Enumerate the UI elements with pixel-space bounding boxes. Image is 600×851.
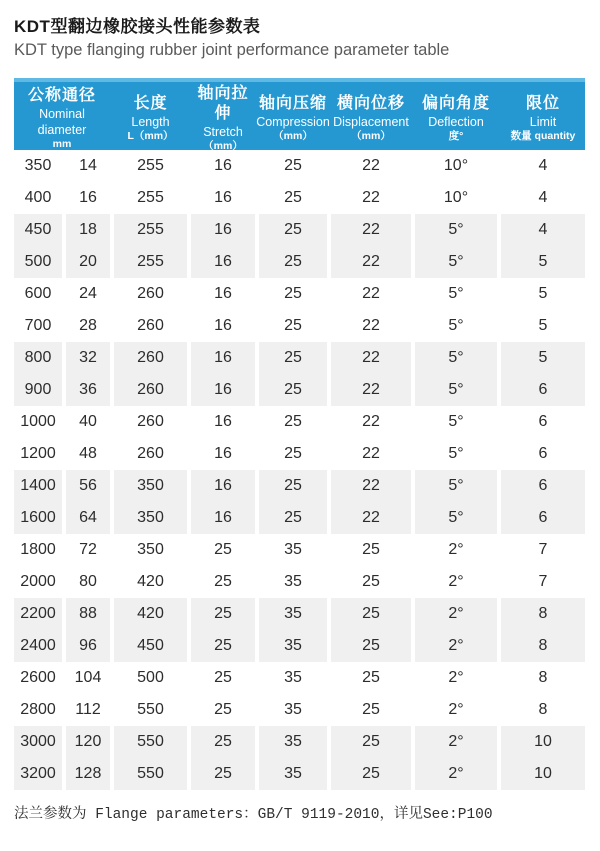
table-row — [14, 342, 585, 374]
header-en-label: Nominal diameter — [37, 107, 87, 137]
table-cell: 2° — [415, 726, 497, 758]
table-row — [14, 662, 585, 694]
table-cell: 20 — [66, 246, 110, 278]
table-cell: 16 — [214, 189, 232, 206]
table-cell: 600 — [24, 285, 52, 302]
table-cell: 24 — [79, 285, 97, 302]
table-cell: 3000 — [14, 726, 62, 758]
header-zh-label: 长度 — [133, 95, 168, 112]
table-cell: 2400 — [14, 630, 62, 662]
table-cell: 5 — [501, 246, 585, 278]
table-cell: 25 — [191, 758, 255, 790]
table-cell: 25 — [259, 246, 327, 278]
header-en-label: Compression — [256, 115, 330, 129]
table-cell: 255 — [137, 157, 164, 174]
header-unit-label: （mm） — [273, 130, 313, 142]
table-cell: 5° — [415, 342, 497, 374]
table-cell: 1400 — [14, 470, 62, 502]
header-en-label: Deflection — [428, 115, 484, 129]
header-limit — [501, 82, 585, 153]
table-cell: 25 — [214, 541, 232, 558]
table-cell: 22 — [331, 374, 411, 406]
table-cell: 2200 — [14, 598, 62, 630]
header-unit-label: L（mm） — [127, 130, 174, 142]
table-cell: 6 — [501, 470, 585, 502]
table-row — [14, 214, 585, 246]
table-cell: 36 — [66, 374, 110, 406]
table-cell: 25 — [191, 726, 255, 758]
table-cell: 48 — [79, 445, 97, 462]
table-row — [14, 310, 585, 342]
table-cell: 2600 — [20, 669, 56, 686]
table-cell: 10° — [443, 157, 469, 174]
table-cell: 16 — [191, 342, 255, 374]
table-cell: 25 — [331, 758, 411, 790]
header-zh-label: 偏向角度 — [421, 95, 490, 112]
table-cell: 16 — [79, 189, 97, 206]
table-cell: 260 — [114, 374, 187, 406]
table-cell: 8 — [501, 630, 585, 662]
header-unit-label: （mm） — [351, 130, 391, 142]
table-cell: 25 — [362, 701, 380, 718]
table-cell: 25 — [284, 157, 302, 174]
header-zh-label: 轴向压缩 — [259, 95, 328, 112]
table-cell: 2000 — [20, 573, 56, 590]
page-title-en: KDT type flanging rubber joint performance parameter table — [14, 41, 450, 59]
table-cell: 72 — [79, 541, 97, 558]
table-cell: 80 — [79, 573, 97, 590]
table-cell: 25 — [214, 701, 232, 718]
table-cell: 2800 — [20, 701, 56, 718]
header-en-label: Length — [131, 115, 170, 129]
table-cell: 400 — [24, 189, 52, 206]
header-unit-label: mm — [52, 138, 72, 150]
table-row — [14, 374, 585, 406]
header-displacement — [331, 82, 411, 153]
table-row — [14, 630, 585, 662]
table-row — [14, 182, 585, 214]
header-en-label: Limit — [529, 115, 557, 129]
table-row — [14, 534, 585, 566]
table-cell: 260 — [114, 342, 187, 374]
table-cell: 5° — [448, 445, 464, 462]
header-stretch — [191, 82, 255, 153]
table-cell: 255 — [114, 246, 187, 278]
flange-parameters-note: 法兰参数为 Flange parameters：GB/T 9119-2010，详见See:P100 — [14, 807, 493, 823]
table-cell: 5° — [415, 470, 497, 502]
table-cell: 25 — [284, 413, 302, 430]
parameter-table — [14, 78, 585, 790]
table-cell: 420 — [137, 573, 164, 590]
table-cell: 16 — [214, 157, 232, 174]
table-cell: 10 — [501, 726, 585, 758]
table-cell: 35 — [284, 669, 302, 686]
table-cell: 35 — [284, 541, 302, 558]
table-cell: 25 — [259, 342, 327, 374]
table-cell: 5° — [415, 374, 497, 406]
table-cell: 16 — [214, 285, 232, 302]
table-cell: 14 — [79, 157, 97, 174]
table-cell: 104 — [74, 669, 102, 686]
table-cell: 25 — [331, 598, 411, 630]
header-zh-label: 横向位移 — [336, 95, 405, 112]
table-cell: 4 — [501, 214, 585, 246]
table-row — [14, 502, 585, 534]
table-cell: 22 — [331, 342, 411, 374]
table-cell: 10° — [443, 189, 469, 206]
table-cell: 350 — [137, 541, 164, 558]
table-cell: 6 — [501, 374, 585, 406]
table-cell: 350 — [114, 502, 187, 534]
table-cell: 1000 — [20, 413, 56, 430]
table-cell: 22 — [362, 285, 380, 302]
header-unit-label: （mm） — [203, 140, 243, 152]
table-cell: 4 — [538, 189, 548, 206]
table-cell: 16 — [191, 246, 255, 278]
header-zh-label: 限位 — [525, 95, 560, 112]
table-cell: 5° — [448, 317, 464, 334]
table-cell: 16 — [214, 445, 232, 462]
table-cell: 35 — [259, 630, 327, 662]
table-cell: 25 — [214, 669, 232, 686]
table-cell: 35 — [284, 701, 302, 718]
header-zh-label: 轴向拉伸 — [197, 85, 249, 122]
header-nominal-diameter — [14, 82, 110, 153]
table-cell: 260 — [137, 317, 164, 334]
table-cell: 6 — [538, 413, 548, 430]
table-cell: 260 — [137, 413, 164, 430]
table-cell: 25 — [284, 285, 302, 302]
table-cell: 10 — [501, 758, 585, 790]
table-cell: 1200 — [20, 445, 56, 462]
table-cell: 2° — [415, 758, 497, 790]
table-row — [14, 278, 585, 310]
table-row — [14, 438, 585, 470]
header-zh-label: 公称通径 — [27, 87, 96, 104]
table-cell: 16 — [214, 317, 232, 334]
page-title-zh: KDT型翻边橡胶接头性能参数表 — [14, 17, 261, 36]
table-cell: 8 — [501, 598, 585, 630]
table-cell: 35 — [284, 573, 302, 590]
table-cell: 8 — [538, 701, 548, 718]
table-cell: 16 — [214, 413, 232, 430]
table-cell: 2° — [448, 573, 464, 590]
table-cell: 7 — [538, 541, 548, 558]
table-row — [14, 758, 585, 790]
table-cell: 8 — [538, 669, 548, 686]
table-cell: 255 — [137, 189, 164, 206]
table-row — [14, 598, 585, 630]
header-compression — [256, 82, 330, 153]
table-cell: 2° — [415, 630, 497, 662]
table-cell: 25 — [214, 573, 232, 590]
table-cell: 25 — [284, 189, 302, 206]
table-cell: 7 — [538, 573, 548, 590]
table-cell: 22 — [362, 317, 380, 334]
table-cell: 25 — [362, 669, 380, 686]
header-length — [114, 82, 187, 153]
table-cell: 6 — [538, 445, 548, 462]
table-row — [14, 566, 585, 598]
table-cell: 16 — [191, 502, 255, 534]
table-cell: 550 — [137, 701, 164, 718]
table-header-row — [14, 78, 585, 150]
table-cell: 28 — [79, 317, 97, 334]
table-cell: 5° — [415, 502, 497, 534]
table-cell: 88 — [66, 598, 110, 630]
table-cell: 22 — [331, 214, 411, 246]
table-cell: 16 — [191, 470, 255, 502]
table-cell: 550 — [114, 726, 187, 758]
table-cell: 700 — [24, 317, 52, 334]
table-cell: 35 — [259, 598, 327, 630]
table-cell: 2° — [448, 541, 464, 558]
header-unit-label: 数量 quantity — [510, 130, 576, 142]
table-cell: 5° — [415, 214, 497, 246]
table-cell: 25 — [191, 598, 255, 630]
table-cell: 5 — [538, 285, 548, 302]
table-cell: 18 — [66, 214, 110, 246]
table-cell: 6 — [501, 502, 585, 534]
table-cell: 25 — [284, 445, 302, 462]
table-cell: 22 — [362, 445, 380, 462]
table-cell: 2° — [448, 701, 464, 718]
table-cell: 35 — [259, 758, 327, 790]
table-cell: 450 — [114, 630, 187, 662]
title-block — [0, 0, 600, 61]
table-cell: 16 — [191, 214, 255, 246]
table-row — [14, 694, 585, 726]
table-row — [14, 406, 585, 438]
table-cell: 25 — [362, 541, 380, 558]
table-cell: 1800 — [20, 541, 56, 558]
header-deflection — [415, 82, 497, 153]
table-cell: 5° — [448, 285, 464, 302]
table-cell: 25 — [331, 726, 411, 758]
table-row — [14, 246, 585, 278]
table-cell: 64 — [66, 502, 110, 534]
table-cell: 22 — [362, 189, 380, 206]
table-cell: 35 — [259, 726, 327, 758]
table-cell: 2° — [448, 669, 464, 686]
table-cell: 4 — [538, 157, 548, 174]
table-cell: 25 — [259, 502, 327, 534]
header-unit-label: 度° — [448, 130, 464, 142]
table-row — [14, 150, 585, 182]
table-cell: 25 — [284, 317, 302, 334]
table-cell: 260 — [137, 285, 164, 302]
table-cell: 25 — [331, 630, 411, 662]
table-cell: 350 — [24, 157, 52, 174]
table-cell: 56 — [66, 470, 110, 502]
table-cell: 500 — [137, 669, 164, 686]
table-cell: 500 — [14, 246, 62, 278]
table-cell: 260 — [137, 445, 164, 462]
table-cell: 25 — [259, 374, 327, 406]
table-cell: 5 — [501, 342, 585, 374]
table-cell: 25 — [362, 573, 380, 590]
table-cell: 800 — [14, 342, 62, 374]
table-cell: 16 — [191, 374, 255, 406]
table-cell: 112 — [75, 701, 101, 718]
table-cell: 128 — [66, 758, 110, 790]
header-en-label: Displacement — [333, 115, 409, 129]
table-cell: 550 — [114, 758, 187, 790]
table-cell: 1600 — [14, 502, 62, 534]
table-cell: 22 — [362, 157, 380, 174]
table-cell: 32 — [66, 342, 110, 374]
table-cell: 450 — [14, 214, 62, 246]
table-cell: 22 — [362, 413, 380, 430]
header-en-label: Stretch — [203, 125, 243, 139]
table-cell: 3200 — [14, 758, 62, 790]
table-cell: 120 — [66, 726, 110, 758]
table-cell: 255 — [114, 214, 187, 246]
table-cell: 40 — [79, 413, 97, 430]
table-cell: 22 — [331, 470, 411, 502]
table-cell: 25 — [191, 630, 255, 662]
table-cell: 2° — [415, 598, 497, 630]
table-cell: 25 — [259, 214, 327, 246]
table-cell: 22 — [331, 246, 411, 278]
table-body — [14, 150, 585, 790]
table-cell: 5° — [415, 246, 497, 278]
table-cell: 25 — [259, 470, 327, 502]
table-row — [14, 726, 585, 758]
table-cell: 900 — [14, 374, 62, 406]
table-cell: 350 — [114, 470, 187, 502]
table-cell: 22 — [331, 502, 411, 534]
table-cell: 420 — [114, 598, 187, 630]
table-row — [14, 470, 585, 502]
table-cell: 96 — [66, 630, 110, 662]
table-cell: 5° — [448, 413, 464, 430]
table-cell: 5 — [538, 317, 548, 334]
